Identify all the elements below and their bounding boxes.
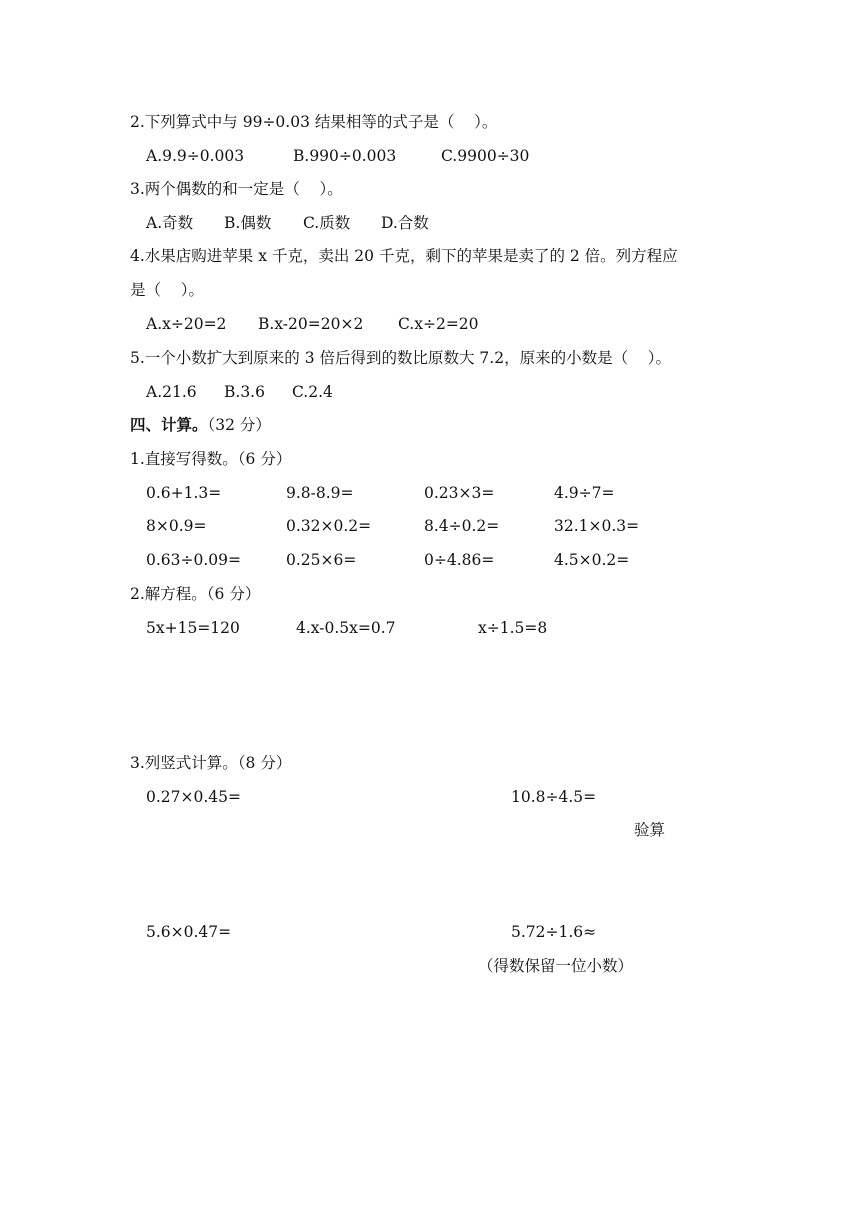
section-title: 四、计算。 — [130, 415, 208, 434]
oral-item: 0.63÷0.09= — [146, 551, 241, 569]
sub1-title: 1.直接写得数。（6 分） — [130, 450, 292, 468]
vertical-calc-item: 5.72÷1.6≈ — [511, 923, 597, 941]
q4-option-b: B.x-20=20×2 — [258, 315, 364, 333]
q4-option-a: A.x÷20=2 — [146, 315, 227, 333]
oral-item: 9.8-8.9= — [286, 484, 354, 502]
q2-option-b: B.990÷0.003 — [293, 147, 397, 165]
q2-stem: 2.下列算式中与 99÷0.03 结果相等的式子是（ ）。 — [130, 113, 498, 131]
rounding-note: （得数保留一位小数） — [478, 957, 634, 975]
oral-item: 0.32×0.2= — [286, 517, 372, 535]
equation-item: 4.x-0.5x=0.7 — [296, 619, 396, 637]
q3-option-a: A.奇数 — [146, 214, 194, 232]
q5-stem: 5.一个小数扩大到原来的 3 倍后得到的数比原数大 7.2，原来的小数是（ ）。 — [130, 349, 672, 367]
q2-option-c: C.9900÷30 — [441, 147, 530, 165]
q3-option-d: D.合数 — [381, 214, 429, 232]
oral-item: 4.5×0.2= — [554, 551, 630, 569]
vertical-calc-item: 5.6×0.47= — [146, 923, 232, 941]
q3-stem: 3.两个偶数的和一定是（ ）。 — [130, 180, 343, 198]
oral-item: 8×0.9= — [146, 517, 207, 535]
check-label: 验算 — [634, 821, 666, 839]
oral-item: 8.4÷0.2= — [424, 517, 500, 535]
oral-item: 0.23×3= — [424, 484, 495, 502]
sub2-title: 2.解方程。（6 分） — [130, 585, 261, 603]
vertical-calc-item: 10.8÷4.5= — [511, 788, 597, 806]
q4-stem-line2: 是（ ）。 — [130, 281, 204, 299]
equation-item: 5x+15=120 — [146, 619, 240, 637]
q2-option-a: A.9.9÷0.003 — [146, 147, 245, 165]
sub3-title: 3.列竖式计算。（8 分） — [130, 754, 292, 772]
q5-option-c: C.2.4 — [292, 383, 333, 401]
q5-option-b: B.3.6 — [224, 383, 265, 401]
q3-option-b: B.偶数 — [224, 214, 272, 232]
oral-item: 0.25×6= — [286, 551, 357, 569]
vertical-calc-item: 0.27×0.45= — [146, 788, 241, 806]
oral-item: 0.6+1.3= — [146, 484, 222, 502]
oral-item: 4.9÷7= — [554, 484, 615, 502]
oral-item: 32.1×0.3= — [554, 517, 640, 535]
equation-item: x÷1.5=8 — [478, 619, 548, 637]
q4-option-c: C.x÷2=20 — [398, 315, 479, 333]
oral-item: 0÷4.86= — [424, 551, 495, 569]
section-heading — [130, 415, 271, 435]
q3-option-c: C.质数 — [303, 214, 351, 232]
q4-stem-line1: 4.水果店购进苹果 x 千克，卖出 20 千克，剩下的苹果是卖了的 2 倍。列方程应 — [130, 247, 678, 265]
q5-option-a: A.21.6 — [146, 383, 197, 401]
section-points: （32 分） — [207, 416, 271, 434]
